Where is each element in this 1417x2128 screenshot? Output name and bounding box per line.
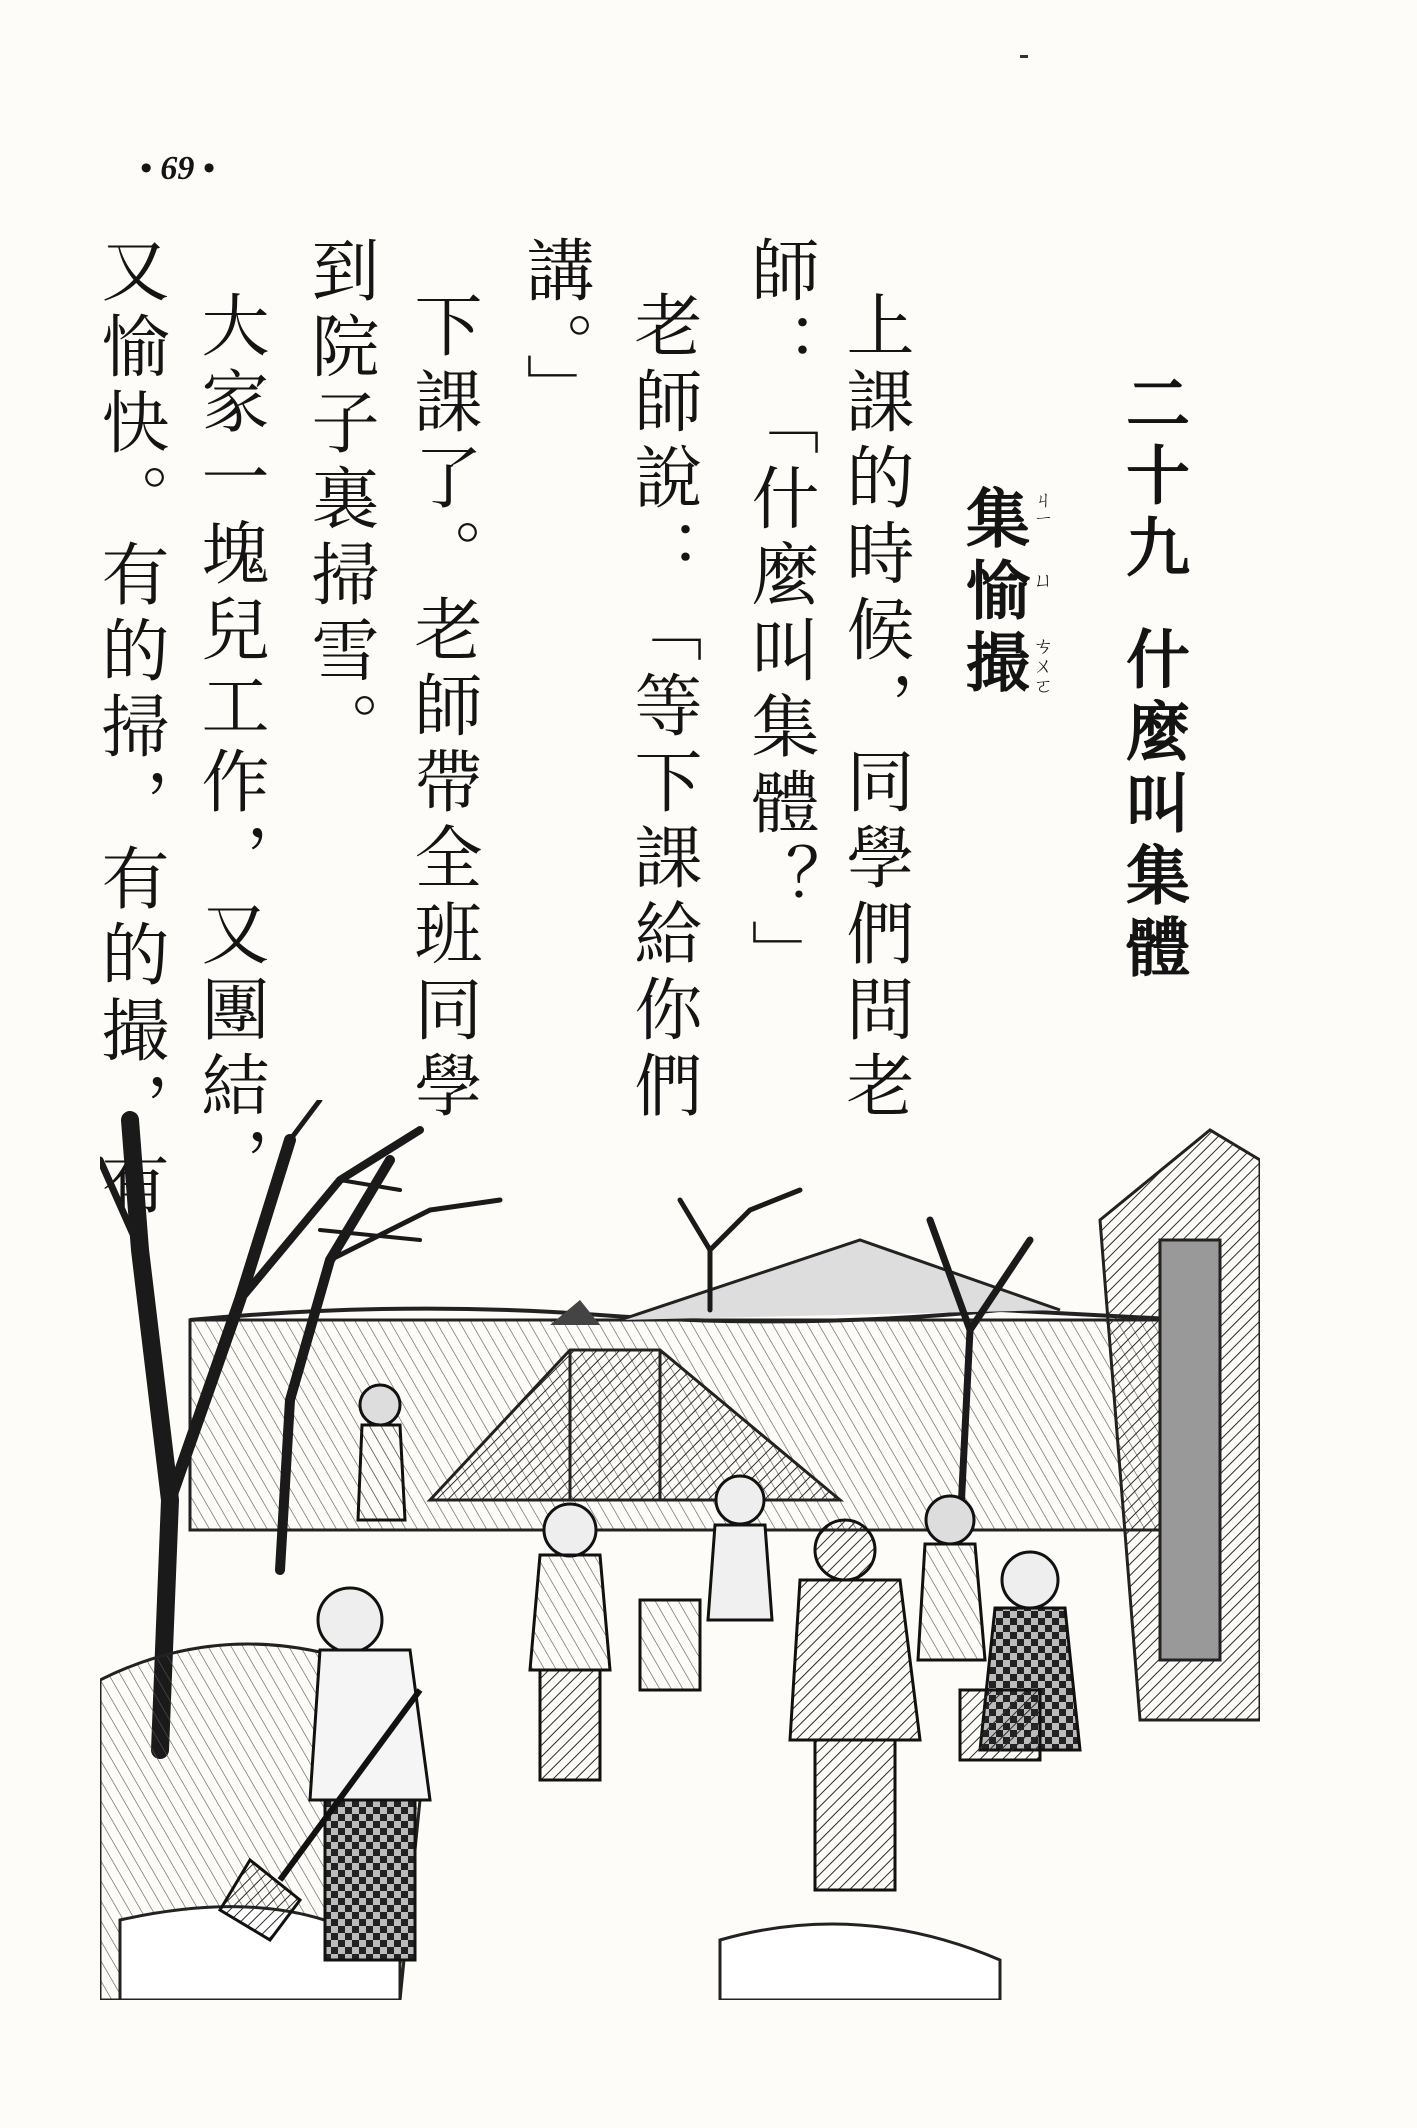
print-mark	[1020, 55, 1028, 58]
snow-sweeping-illustration	[100, 1100, 1260, 2000]
body-column-6: 到院子裏掃雪。	[300, 235, 379, 767]
body-column-8: 又愉快。有的掃，有的撮，有	[90, 235, 169, 1223]
body-column-1: 上課的時候，同學們問老	[835, 290, 914, 1126]
building-right	[1100, 1130, 1260, 1720]
lesson-title-text: 什麼叫集體	[1115, 626, 1189, 986]
body-column-5: 下課了。老師帶全班同學	[403, 290, 482, 1126]
body-column-4: 講。」	[515, 235, 594, 429]
lesson-title	[1115, 370, 1189, 986]
body-column-2: 師：「什麼叫集體？」	[740, 235, 819, 995]
body-column-7: 大家一塊兒工作，又團結，	[190, 290, 269, 1202]
zhuyin-ji: ㄐㄧ	[1030, 489, 1054, 525]
lesson-number: 二十九	[1115, 370, 1189, 586]
page-number: • 69 •	[140, 150, 215, 187]
distant-roof	[620, 1240, 1060, 1320]
vocab-word: 集愉撮	[955, 485, 1030, 701]
vocab-block	[955, 485, 1054, 701]
zhuyin-yu: ㄩ	[1030, 569, 1054, 589]
body-column-3: 老師說：「等下課給你們	[623, 290, 702, 1126]
zhuyin-cuo: ㄘㄨㄛ	[1030, 635, 1054, 695]
